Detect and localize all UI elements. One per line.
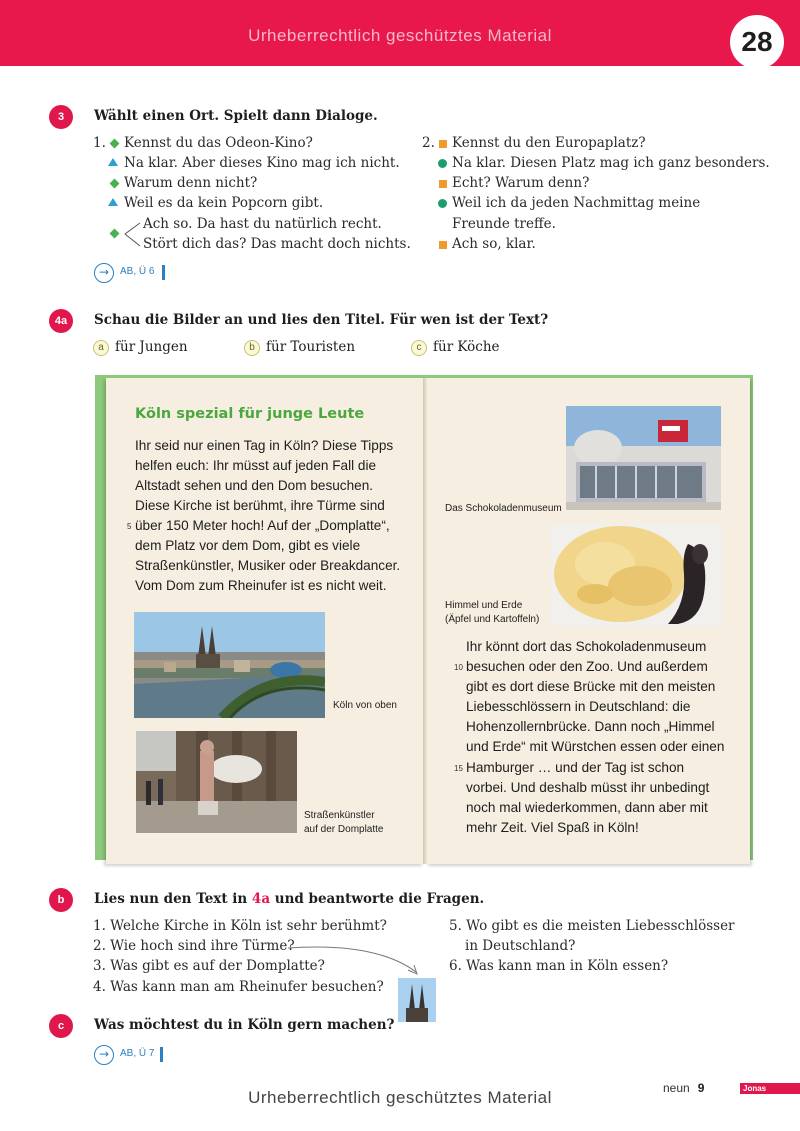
- dialog-2-line: Na klar. Diesen Platz mag ich ganz besonders.: [452, 155, 770, 171]
- book-text-line: Altstadt sehen und den Dom besuchen.: [135, 478, 374, 493]
- dialog-1-line: Na klar. Aber dieses Kino mag ich nicht.: [124, 155, 400, 171]
- question: 2. Wie hoch sind ihre Türme?: [93, 938, 295, 954]
- book-text-line: Hamburger … und der Tag ist schon: [466, 760, 685, 775]
- line-number-10: 10: [454, 663, 463, 672]
- street-artist-photo: [136, 731, 297, 833]
- question: 1. Welche Kirche in Köln ist sehr berühmt?: [93, 918, 387, 934]
- page-number: 28: [730, 15, 784, 69]
- exercise-3-badge: 3: [49, 105, 73, 129]
- book-title: Köln spezial für junge Leute: [135, 406, 365, 422]
- dot-icon: [438, 199, 447, 208]
- book-text-line: helfen euch: Ihr müsst auf jeden Fall die: [135, 458, 377, 473]
- cologne-aerial-photo: [134, 612, 325, 718]
- workbook-reference-6[interactable]: → AB, Ü 6: [94, 263, 174, 283]
- exercise-3-title: Wählt einen Ort. Spielt dann Dialoge.: [94, 108, 378, 124]
- chocolate-museum-photo: [566, 406, 721, 510]
- exercise-c-badge: c: [49, 1014, 73, 1038]
- diamond-icon: [110, 229, 120, 239]
- question: 6. Was kann man in Köln essen?: [449, 958, 669, 974]
- line-number-5: 5: [127, 522, 132, 531]
- cathedral-thumbnail-icon: [398, 978, 436, 1022]
- book-text-line: Diese Kirche ist berühmt, ihre Türme sind: [135, 498, 385, 513]
- arrow-right-icon: →: [94, 1045, 114, 1065]
- exercise-b-title: Lies nun den Text in 4a und beantworte die Fragen.: [94, 891, 485, 907]
- footer-page-number: neun 9: [663, 1081, 705, 1095]
- triangle-icon: [108, 158, 118, 166]
- curved-arrow-icon: [286, 940, 426, 980]
- option-b[interactable]: b für Touristen: [244, 339, 355, 356]
- bracket-icon: [122, 220, 142, 250]
- dialog-1-number: 1.: [93, 135, 106, 151]
- book-text-line: noch mal wiederkommen, dann aber mit: [466, 800, 708, 815]
- book-text-line: Vom Dom zum Rheinufer ist es nicht weit.: [135, 578, 387, 593]
- square-icon: [439, 241, 447, 249]
- dialog-1-line: Ach so. Da hast du natürlich recht.: [143, 216, 382, 232]
- book-text-line: über 150 Meter hoch! Auf der „Domplatte“,: [135, 518, 390, 533]
- option-c[interactable]: c für Köche: [411, 339, 500, 356]
- himmel-und-erde-photo: [550, 524, 722, 626]
- diamond-icon: [110, 139, 120, 149]
- caption-strassenkuenstler-1: Straßenkünstler: [304, 810, 375, 821]
- square-icon: [439, 180, 447, 188]
- book-text-line: mehr Zeit. Viel Spaß in Köln!: [466, 820, 639, 835]
- caption-himmel-und-erde-1: Himmel und Erde: [445, 600, 523, 611]
- dialog-1-line: Stört dich das? Das macht doch nichts.: [143, 236, 411, 252]
- arrow-right-icon: →: [94, 263, 114, 283]
- triangle-icon: [108, 198, 118, 206]
- book-text-line: vorbei. Und deshalb müsst ihr unbedingt: [466, 780, 710, 795]
- dot-icon: [438, 159, 447, 168]
- top-banner: [0, 0, 800, 66]
- book-text-line: und Erde“ mit Würstchen essen oder einen: [466, 739, 725, 754]
- question: 4. Was kann man am Rheinufer besuchen?: [93, 979, 384, 995]
- book-text-line: Hohenzollernbrücke. Dann noch „Himmel: [466, 719, 715, 734]
- book-text-line: gibt es dort diese Brücke mit den meisten: [466, 679, 716, 694]
- dialog-2-line: Kennst du den Europaplatz?: [452, 135, 646, 151]
- exercise-c-title: Was möchtest du in Köln gern machen?: [94, 1017, 395, 1033]
- book-text-line: dem Platz vor dem Dom, gibt es viele: [135, 538, 361, 553]
- question: 5. Wo gibt es die meisten Liebesschlösser: [449, 918, 735, 934]
- reference-bar: [160, 1047, 163, 1062]
- diamond-icon: [110, 179, 120, 189]
- option-a[interactable]: a für Jungen: [93, 339, 188, 356]
- dialog-2-number: 2.: [422, 135, 435, 151]
- book-text-line: besuchen oder den Zoo. Und außerdem: [466, 659, 708, 674]
- dialog-2-line: Echt? Warum denn?: [452, 175, 590, 191]
- caption-koeln-von-oben: Köln von oben: [333, 700, 397, 711]
- book-text-line: Straßenkünstler, Musiker oder Breakdancer.: [135, 558, 401, 573]
- book-text-line: Liebesschlössern in Deutschland: die: [466, 699, 691, 714]
- exercise-b-badge: b: [49, 888, 73, 912]
- question-continued: in Deutschland?: [465, 938, 576, 954]
- dialog-2-line: Ach so, klar.: [452, 236, 536, 252]
- footer-watermark: Urheberrechtlich geschütztes Material: [248, 1088, 552, 1107]
- book-spine: [423, 378, 427, 864]
- dialog-1-line: Warum denn nicht?: [124, 175, 258, 191]
- dialog-2-line: Freunde treffe.: [452, 216, 556, 232]
- book-text-line: Ihr seid nur einen Tag in Köln? Diese Tipps: [135, 438, 394, 453]
- caption-strassenkuenstler-2: auf der Domplatte: [304, 824, 384, 835]
- dialog-1-line: Kennst du das Odeon-Kino?: [124, 135, 313, 151]
- workbook-reference-7[interactable]: → AB, Ü 7: [94, 1045, 174, 1065]
- exercise-4a-title: Schau die Bilder an und lies den Titel. Für wen ist der Text?: [94, 312, 549, 328]
- question: 3. Was gibt es auf der Domplatte?: [93, 958, 325, 974]
- exercise-4a-badge: 4a: [49, 309, 73, 333]
- caption-schokoladenmuseum: Das Schokoladenmuseum: [445, 503, 562, 514]
- footer-tag: Jonas: [740, 1083, 800, 1094]
- header-watermark: Urheberrechtlich geschütztes Material: [248, 26, 552, 45]
- square-icon: [439, 140, 447, 148]
- reference-bar: [162, 265, 165, 280]
- caption-himmel-und-erde-2: (Äpfel und Kartoffeln): [445, 614, 540, 625]
- book-text-line: Ihr könnt dort das Schokoladenmuseum: [466, 639, 707, 654]
- line-number-15: 15: [454, 764, 463, 773]
- dialog-2-line: Weil ich da jeden Nachmittag meine: [452, 195, 701, 211]
- dialog-1-line: Weil es da kein Popcorn gibt.: [124, 195, 324, 211]
